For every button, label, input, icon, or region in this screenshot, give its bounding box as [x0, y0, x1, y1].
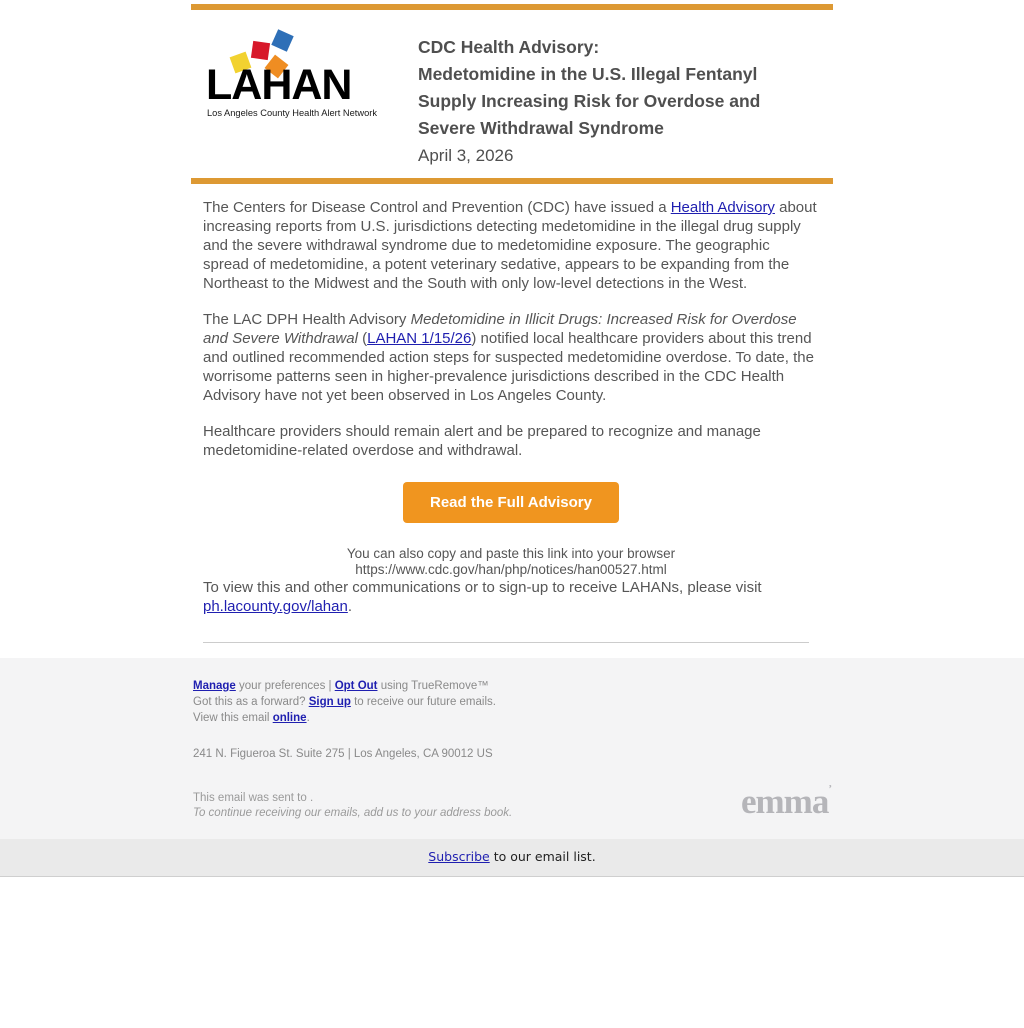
paragraph-text: (: [357, 330, 368, 347]
email-content-column: [191, 4, 833, 643]
footer-inner: [191, 678, 833, 823]
view-online-link[interactable]: online: [272, 712, 307, 724]
footer-text: your preferences |: [235, 680, 335, 692]
footer-text: View this email: [193, 712, 273, 724]
lahan-logo: [206, 30, 378, 120]
paragraph-provider-alert: Healthcare providers should remain alert and be prepared to recognize and manage medetomidine-related overdose and withdrawal.: [203, 423, 761, 459]
manage-preferences-link[interactable]: Manage: [193, 680, 236, 692]
paragraph-text: The Centers for Disease Control and Prevention (CDC) have issued a: [203, 199, 671, 216]
read-full-advisory-button[interactable]: Read the Full Advisory: [403, 482, 619, 523]
email-header: [191, 10, 833, 178]
subscribe-text: to our email list.: [489, 849, 596, 864]
footer-divider: [203, 642, 809, 643]
logo-square-blue: [271, 29, 293, 51]
forward-line: [193, 694, 833, 710]
subscribe-link[interactable]: Subscribe: [428, 849, 490, 864]
postal-address: 241 N. Figueroa St. Suite 275 | Los Angeles, CA 90012 US: [193, 748, 493, 760]
copy-link-block: [203, 546, 819, 578]
sent-row: [193, 782, 833, 823]
lahan-advisory-link[interactable]: LAHAN 1/15/26: [367, 330, 472, 347]
subscribe-bar: [0, 839, 1024, 877]
advisory-title-line: Supply Increasing Risk for Overdose and: [418, 91, 761, 111]
lahan-signup-link[interactable]: ph.lacounty.gov/lahan: [203, 598, 348, 615]
logo-square-red: [251, 41, 270, 60]
paragraph-text: about increasing reports from U.S. jurisdictions detecting medetomidine in the illegal drug supply and the severe withdrawal syndrome due to medetomidine exposure. The geographic spread of medetomidine, a potent veterinary sedative, appears to be expanding from the Northeast to the Midwest and the South with only low-level detections in the West.: [203, 199, 817, 292]
health-advisory-link[interactable]: Health Advisory: [670, 199, 775, 216]
view-online-line: [193, 710, 833, 726]
paragraph-lac-dph-advisory: [203, 310, 819, 405]
preferences-line: [193, 678, 833, 694]
paragraph-text: The LAC DPH Health Advisory: [203, 311, 411, 328]
logo-wordmark: LAHAN: [206, 61, 352, 109]
advisory-title-line: Severe Withdrawal Syndrome: [418, 118, 664, 138]
advisory-url: https://www.cdc.gov/han/php/notices/han00527.html: [355, 562, 667, 577]
sent-to-line: This email was sent to .: [193, 791, 314, 804]
trademark-mark: ’: [828, 783, 831, 795]
copy-link-instruction: You can also copy and paste this link into your browser: [346, 546, 676, 561]
cta-button-row: [203, 482, 819, 523]
email-body: [191, 184, 833, 643]
advisory-title-block: [418, 22, 760, 178]
paragraph-cdc-advisory: [203, 198, 819, 293]
footer-text: Got this as a forward?: [193, 696, 309, 708]
footer-text: .: [306, 712, 310, 724]
emma-logo: [741, 784, 831, 819]
sign-up-link[interactable]: Sign up: [308, 696, 351, 708]
sent-info-block: [193, 791, 512, 821]
paragraph-signup-info: [203, 578, 819, 616]
advisory-date: April 3, 2026: [418, 146, 514, 165]
address-book-line: To continue receiving our emails, add us to your address book.: [193, 806, 513, 819]
footer-text: to receive our future emails.: [350, 696, 496, 708]
paragraph-text: To view this and other communications or to sign-up to receive LAHANs, please visit: [203, 579, 762, 596]
opt-out-link[interactable]: Opt Out: [334, 680, 378, 692]
emma-wordmark: emma: [740, 782, 829, 821]
advisory-title-line: Medetomidine in the U.S. Illegal Fentanyl: [418, 64, 758, 84]
email-footer: [0, 658, 1024, 839]
logo-tagline: Los Angeles County Health Alert Network: [207, 108, 378, 118]
footer-text: using TrueRemove™: [377, 680, 489, 692]
advisory-title-italic: Medetomidine in Illicit Drugs: Increased Risk for Overdose and Severe Withdrawal: [203, 311, 797, 347]
paragraph-text: .: [347, 598, 353, 615]
advisory-title-line: CDC Health Advisory:: [418, 37, 600, 57]
paragraph-text: ) notified local healthcare providers about this trend and outlined recommended action steps for suspected medetomidine overdose. To date, the worrisome patterns seen in higher-prevalence jurisdictions described in the CDC Health Advisory have not yet been observed in Los Angeles County.: [203, 330, 814, 404]
